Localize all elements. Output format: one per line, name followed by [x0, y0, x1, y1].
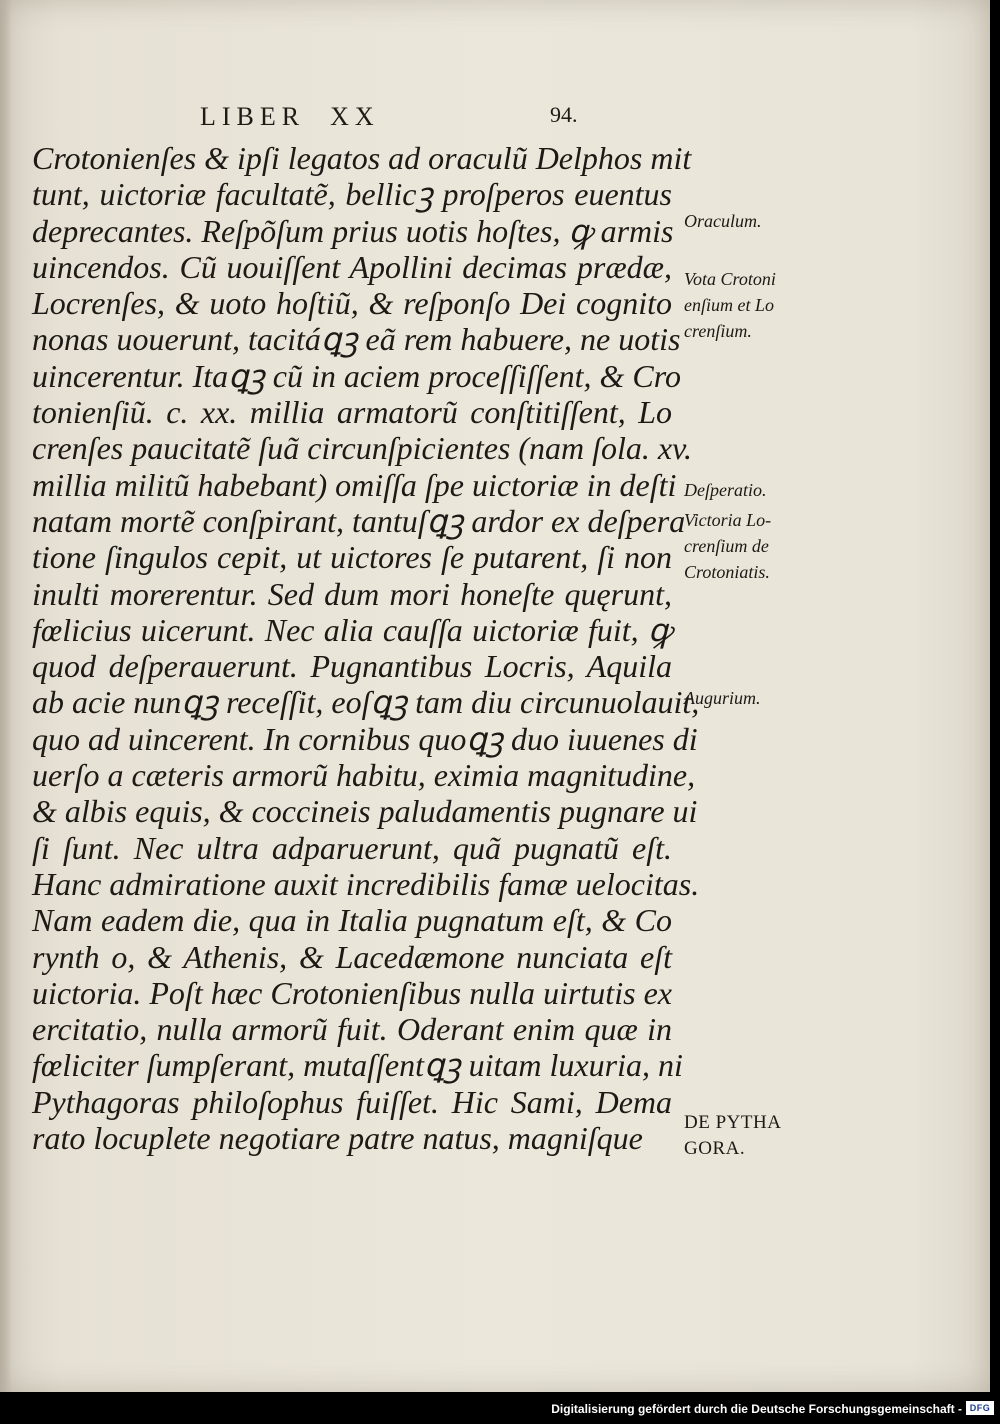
text-line: tione ſingulos cepit, ut uictores ſe putarent, ſi non — [32, 539, 672, 576]
marginal-line: Victoria Lo- — [684, 510, 772, 530]
marginal-line: crenſium. — [684, 321, 752, 341]
text-line: ab acie nunꝗꝫ receſſit, eoſꝗꝫ tam diu circunuolauit, — [32, 684, 700, 721]
text-line: rato locuplete negotiare patre natus, magniſque — [32, 1120, 643, 1157]
text-line: uerſo a cæteris armorũ habitu, eximia magnitudine, — [32, 757, 696, 794]
text-line: Crotonienſes & ipſi legatos ad oraculũ Delphos mit — [32, 140, 692, 176]
text-line: Hanc admiratione auxit incredibilis famæ uelocitas. — [32, 865, 700, 902]
text-line: quo ad uincerent. In cornibus quoꝗꝫ duo iuuenes di — [32, 720, 698, 757]
marginal-line: Deſperatio. — [684, 480, 767, 500]
marginal-note-vota — [684, 266, 776, 344]
text-line: natam mortẽ conſpirant, tantuſꝗꝫ ardor ex deſpera — [32, 502, 686, 539]
marginal-line: Vota Crotoni — [684, 269, 776, 289]
text-line: tonienſiũ. c. xx. millia armatorũ conſtitiſſent, Lo — [32, 394, 672, 431]
digitization-footer — [0, 1392, 1000, 1424]
marginal-note-desperatio — [684, 477, 767, 503]
marginal-note-oraculum — [684, 208, 762, 234]
running-title: LIBER XX — [200, 102, 380, 131]
marginal-line: DE PYTHA — [684, 1112, 782, 1133]
page-binding-shadow — [0, 0, 12, 1392]
text-line: Nam eadem die, qua in Italia pugnatum eſt, & Co — [32, 902, 672, 939]
text-line: fœliciter ſumpſerant, mutaſſentꝗꝫ uitam luxuria, ni — [32, 1047, 683, 1084]
text-line: uictoria. Poſt hæc Crotonienſibus nulla uirtutis ex — [32, 974, 672, 1011]
main-text-block — [32, 140, 700, 1157]
text-line: uincendos. Cũ uouiſſent Apollini decimas prædæ, — [32, 248, 672, 285]
marginal-line: crenſium de — [684, 536, 769, 556]
marginal-note-pythagora — [684, 1110, 781, 1162]
marginal-line: Crotoniatis. — [684, 562, 770, 582]
text-line: inulti morerentur. Sed dum mori honeſte quęrunt, — [32, 575, 672, 612]
text-line: millia militũ habebant) omiſſa ſpe uictoriæ in deſti — [32, 466, 677, 503]
marginal-line: Oraculum. — [684, 211, 762, 231]
text-line: ſi ſunt. Nec ultra adparuerunt, quã pugnatũ eſt. — [32, 829, 672, 866]
text-line: crenſes paucitatẽ ſuã circunſpicientes (nam ſola. xv. — [32, 430, 692, 467]
text-line: rynth o, & Athenis, & Lacedæmone nunciata eſt — [32, 938, 672, 975]
text-line: uincerentur. Itaꝗꝫ cũ in aciem proceſſiſſent, & Cro — [32, 357, 681, 394]
marginal-line: enſium et Lo — [684, 295, 774, 315]
dfg-logo: DFG — [966, 1401, 994, 1415]
text-line: deprecantes. Reſpõſum prius uotis hoſtes, ꝙ armis — [32, 212, 674, 249]
marginal-line: GORA. — [684, 1138, 746, 1159]
marginal-note-victoria — [684, 507, 771, 585]
funding-credit: Digitalisierung gefördert durch die Deutsche Forschungsgemeinschaft - — [551, 1402, 962, 1416]
text-line: tunt, uictoriæ facultatẽ, bellicꝫ proſperos euentus — [32, 176, 672, 213]
running-header — [200, 100, 620, 140]
text-line: & albis equis, & coccineis paludamentis pugnare ui — [32, 793, 698, 830]
marginal-line: Augurium. — [684, 688, 761, 708]
text-line: ercitatio, nulla armorũ fuit. Oderant enim quæ in — [32, 1011, 672, 1048]
marginal-note-augurium — [684, 685, 761, 711]
page-number: 94. — [550, 102, 578, 127]
text-line: Pythagoras philoſophus fuiſſet. Hic Sami, Dema — [32, 1083, 672, 1120]
text-line: Locrenſes, & uoto hoſtiũ, & reſponſo Dei cognito — [32, 285, 672, 322]
text-line: nonas uouerunt, tacitáꝗꝫ eã rem habuere, ne uotis — [32, 321, 681, 358]
text-line: quod deſperauerunt. Pugnantibus Locris, Aquila — [32, 648, 672, 685]
text-line: fœlicius uicerunt. Nec alia cauſſa uictoriæ fuit, ꝙ — [32, 611, 672, 648]
